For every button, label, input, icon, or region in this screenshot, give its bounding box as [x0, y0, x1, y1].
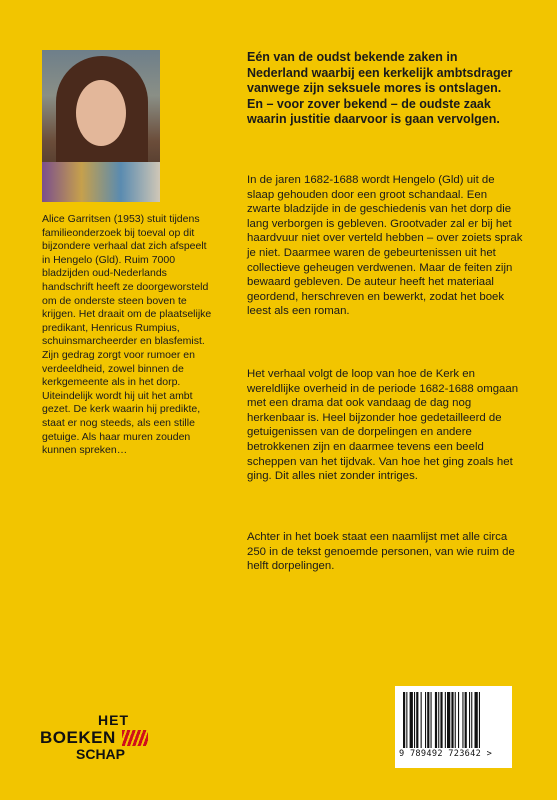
logo-schap: SCHAP: [76, 746, 126, 762]
author-bio: Alice Garritsen (1953) stuit tijdens familieonderzoek bij toeval op dit bijzondere verhaal dat zich afspeelt in Hengelo (Gld). Ruim 7000 bladzijden oud-Nederlands handschrift heeft ze doorgeworsteld om de onderste steen boven te krijgen. Het draait om de plaatselijke predikant, Henricus Rumpius, schuinsmarcheerder en blasfemist. Zijn gedrag zorgt voor rumoer en verdeeldheid, zowel binnen de kerkgemeente als in het dorp. Uiteindelijk wordt hij uit het ambt gezet. De kerk waarin hij predikte, staat er nog steeds, als een stille getuige. Als haar muren zouden kunnen spreken…: [42, 213, 212, 457]
barcode-bar: [479, 692, 480, 748]
paragraph-1: In de jaren 1682-1688 wordt Hengelo (Gld) uit de slaap gehouden door een groot schandaal. Een zwarte bladzijde in de geschiedenis van het dorp die lang verborgen is gebleven. Grootvader zal er bij het haardvuur niet over verteld hebben – over zoiets sprak je niet. Daarmee waren de gebeurtenissen uit het collectieve geheugen verdwenen. Maar de feiten zijn bewaard gebleven. De auteur heeft het materiaal geordend, herschreven en bewerkt, zodat het boek leest als een roman.: [247, 174, 523, 318]
logo-het: HET: [98, 712, 129, 728]
barcode-bar: [445, 692, 446, 748]
barcode-bar: [431, 692, 432, 748]
barcode-bar: [410, 692, 413, 748]
intro-text: Eén van de oudst bekende zaken in Nederland waarbij een kerkelijk ambtsdrager vanwege zijn seksuele mores is ontslagen. En – voor zover bekend – de oudste zaak waarin justitie daarvoor is gaan vervolgen.: [247, 50, 513, 127]
logo-boeken: BOEKEN: [40, 728, 116, 747]
barcode-bar: [440, 692, 442, 748]
author-face: [76, 80, 126, 146]
barcode-bar: [425, 692, 426, 748]
author-photo: [42, 50, 160, 202]
barcode-bar: [447, 692, 450, 748]
barcode-bar: [451, 692, 453, 748]
paragraph-3: Achter in het boek staat een naamlijst met alle circa 250 in de tekst genoemde personen, van wie ruim de helft dorpelingen.: [247, 531, 515, 573]
barcode-icon: [403, 692, 504, 748]
barcode-bar: [435, 692, 437, 748]
barcode-bar: [427, 692, 429, 748]
barcode-bar: [475, 692, 478, 748]
barcode-bar: [469, 692, 470, 748]
barcode-bar: [416, 692, 418, 748]
barcode-bar: [458, 692, 459, 748]
barcode-bar: [406, 692, 407, 748]
barcode-bar: [465, 692, 467, 748]
barcode-bar: [462, 692, 463, 748]
barcode-bar: [414, 692, 415, 748]
isbn-barcode: [395, 686, 512, 768]
barcode-bar: [438, 692, 439, 748]
barcode-bar: [403, 692, 405, 748]
barcode-bar: [421, 692, 422, 748]
paragraph-2: Het verhaal volgt de loop van hoe de Kerk en wereldlijke overheid in de periode 1682-1688 omgaan met een drama dat ook vandaag de dag nog herkenbaar is. Heel bijzonder hoe gedetailleerd de getuigenissen van de dorpelingen en andere betrokkenen zijn en daarmee tevens een beeld scheppen van het tijdvak. Van hoe het ging zoals het ging. Dit alles niet zonder intriges.: [247, 368, 519, 483]
publisher-logo: [40, 712, 150, 772]
barcode-bar: [455, 692, 456, 748]
logo-stripes-icon: [122, 730, 148, 746]
author-scarf: [42, 162, 160, 202]
isbn-number: 9 789492 723642 >: [399, 749, 493, 759]
barcode-bar: [471, 692, 472, 748]
